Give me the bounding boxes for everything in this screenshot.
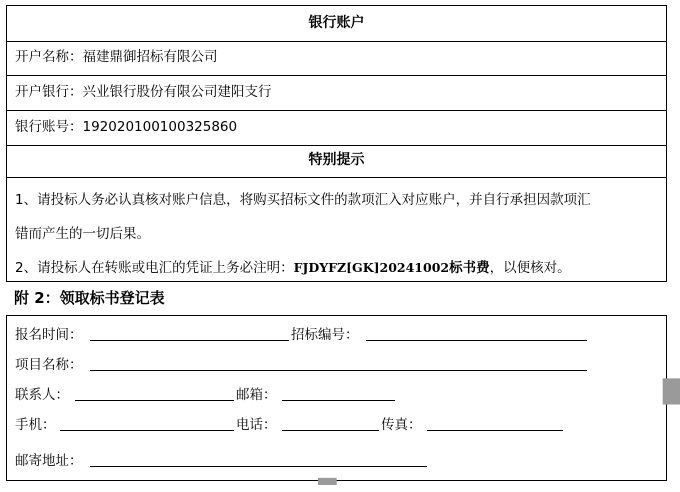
payment-reference-code: FJDYFZ[GK]20241002 (293, 260, 450, 275)
address-field[interactable] (90, 466, 427, 467)
label-project-name: 项目名称： (15, 357, 83, 373)
project-name-field[interactable] (90, 370, 587, 371)
report-time-field[interactable] (90, 340, 289, 341)
bank-name: 开户银行：兴业银行股份有限公司建阳支行 (15, 84, 272, 100)
notice-body (7, 177, 666, 281)
registration-form (6, 315, 667, 481)
account-number: 银行账号：192020100100325860 (15, 119, 238, 135)
notice-line-3-prefix: 2、请投标人在转账或电汇的凭证上务必注明： (15, 260, 294, 276)
bank-table-title: 银行账户 (308, 15, 365, 31)
email-field[interactable] (282, 400, 395, 401)
label-report-time: 报名时间： (15, 327, 83, 343)
notice-header-row (7, 145, 666, 178)
scan-artifact-right: █ (663, 380, 680, 405)
account-name: 开户名称：福建鼎御招标有限公司 (15, 49, 218, 65)
label-fax: 传真： (381, 417, 422, 433)
account-name-row (7, 41, 666, 76)
bank-table-header-row (7, 6, 666, 42)
notice-title: 特别提示 (308, 152, 365, 168)
bank-account-table (6, 5, 667, 282)
mobile-field[interactable] (60, 430, 234, 431)
phone-field[interactable] (282, 430, 379, 431)
annex-title: 附 2：领取标书登记表 (14, 289, 165, 307)
tender-no-field[interactable] (366, 340, 587, 341)
bank-name-row (7, 75, 666, 111)
label-contact: 联系人： (15, 387, 69, 403)
notice-line-1: 1、请投标人务必认真核对账户信息，将购买招标文件的款项汇入对应账户，并自行承担因款项汇 (15, 192, 591, 208)
notice-line-3 (15, 256, 571, 276)
scan-artifact-bottom: ▀▀ (318, 478, 337, 492)
label-address: 邮寄地址： (15, 453, 83, 469)
account-number-row (7, 110, 666, 146)
notice-line-2: 错而产生的一切后果。 (15, 226, 150, 242)
fax-field[interactable] (427, 430, 563, 431)
label-tender-no: 招标编号： (291, 327, 359, 343)
notice-line-3-suffix: ，以便核对。 (489, 260, 571, 276)
payment-reference-suffix: 标书费 (449, 260, 490, 276)
label-mobile: 手机： (15, 417, 56, 433)
contact-field[interactable] (75, 400, 234, 401)
label-email: 邮箱： (236, 387, 277, 403)
label-phone: 电话： (236, 417, 277, 433)
